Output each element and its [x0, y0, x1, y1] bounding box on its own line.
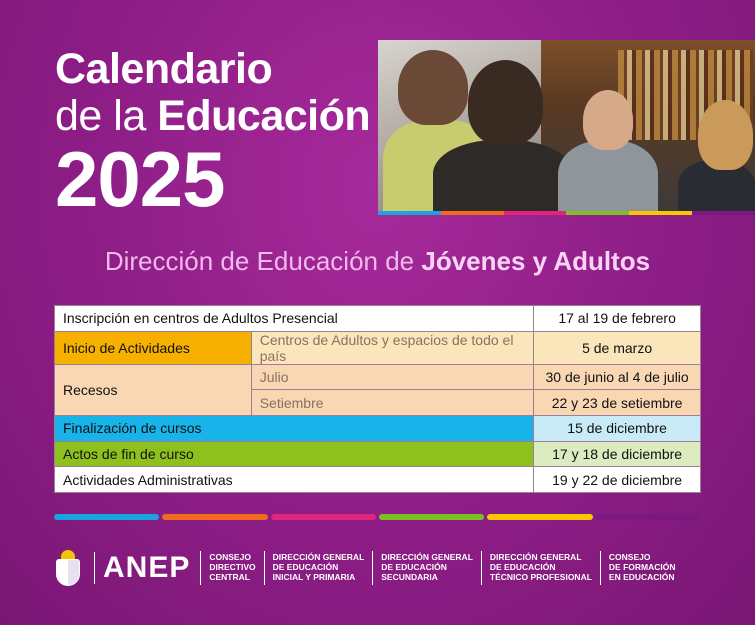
row-date: 17 al 19 de febrero: [534, 306, 701, 332]
org-name-line: INICIAL Y PRIMARIA: [272, 571, 356, 582]
row-sublabel: Julio: [251, 364, 533, 390]
title-line-2-light: de la: [55, 92, 158, 140]
color-segment: [487, 514, 592, 520]
classroom-photo: [378, 40, 755, 215]
photo-stripe-segment: [566, 211, 629, 215]
row-label: Inscripción en centros de Adultos Presencial: [55, 306, 534, 332]
student-3-body: [558, 140, 658, 215]
color-segment: [54, 514, 159, 520]
photo-stripe-segment: [504, 211, 567, 215]
seal-shield: [56, 559, 80, 586]
row-sublabel: Setiembre: [251, 390, 533, 416]
table-row: [55, 306, 701, 332]
color-divider-bar: [54, 514, 701, 520]
org-name: [600, 551, 684, 585]
calendar-table: [54, 305, 701, 493]
photo-stripe-segment: [692, 211, 755, 215]
table-row: [55, 416, 701, 442]
subtitle: [0, 246, 755, 277]
color-segment: [162, 514, 267, 520]
org-name-line: DE FORMACIÓN: [608, 562, 676, 573]
row-label: Actos de fin de curso: [55, 441, 534, 467]
subtitle-prefix: Dirección de Educación de: [104, 246, 422, 276]
row-label: Recesos: [55, 364, 252, 415]
row-label: Finalización de cursos: [55, 416, 534, 442]
title-year: 2025: [55, 135, 225, 223]
row-date: 19 y 22 de diciembre: [534, 467, 701, 493]
student-3-head: [583, 90, 633, 150]
org-name-line: DE EDUCACIÓN: [272, 562, 339, 573]
org-name: [200, 551, 263, 585]
title-line-1: Calendario: [55, 45, 273, 93]
org-name-line: CENTRAL: [209, 571, 250, 582]
student-1-head: [398, 50, 468, 125]
org-name-line: DIRECCIÓN GENERAL: [489, 552, 582, 563]
org-name-line: EN EDUCACIÓN: [608, 571, 675, 582]
color-segment: [596, 514, 701, 520]
footer-divider: [94, 552, 95, 584]
org-name-line: DIRECCIÓN GENERAL: [272, 552, 365, 563]
title-line-2-bold: Educación: [157, 92, 371, 140]
row-date: 30 de junio al 4 de julio: [534, 364, 701, 390]
table-row: [55, 467, 701, 493]
color-segment: [379, 514, 484, 520]
org-name-line: TÉCNICO PROFESIONAL: [489, 571, 592, 582]
subtitle-highlight: Jóvenes y Adultos: [421, 246, 651, 276]
org-name-line: DE EDUCACIÓN: [381, 562, 447, 573]
color-segment: [271, 514, 376, 520]
org-name-line: CONSEJO: [209, 552, 251, 563]
title-line-2: [55, 92, 371, 140]
row-sublabel: Centros de Adultos y espacios de todo el país: [251, 331, 533, 364]
org-name-line: CONSEJO: [608, 552, 651, 563]
org-name: [481, 551, 600, 585]
student-4-head: [698, 100, 753, 170]
org-name-line: SECUNDARIA: [381, 571, 438, 582]
org-name-line: DE EDUCACIÓN: [489, 562, 556, 573]
row-label: Actividades Administrativas: [55, 467, 534, 493]
row-date: 5 de marzo: [534, 331, 701, 364]
org-name-line: DIRECCIÓN GENERAL: [381, 552, 473, 563]
anep-logo: ANEP: [103, 551, 191, 584]
student-2-body: [433, 140, 573, 215]
table-row: [55, 441, 701, 467]
photo-stripe-segment: [441, 211, 504, 215]
row-date: 17 y 18 de diciembre: [534, 441, 701, 467]
photo-stripe-segment: [629, 211, 692, 215]
footer-logos: [52, 548, 684, 588]
org-name-line: DIRECTIVO: [209, 562, 256, 573]
uruguay-seal-icon: [52, 550, 84, 586]
row-label: Inicio de Actividades: [55, 331, 252, 364]
table-row: [55, 331, 701, 364]
photo-stripe-segment: [378, 211, 441, 215]
org-name: [264, 551, 373, 585]
row-date: 15 de diciembre: [534, 416, 701, 442]
org-list: [200, 551, 683, 585]
student-2-head: [468, 60, 543, 145]
row-date: 22 y 23 de setiembre: [534, 390, 701, 416]
page-title: [55, 45, 371, 223]
table-row: [55, 364, 701, 390]
photo-color-stripes: [378, 211, 755, 215]
org-name: [372, 551, 481, 585]
